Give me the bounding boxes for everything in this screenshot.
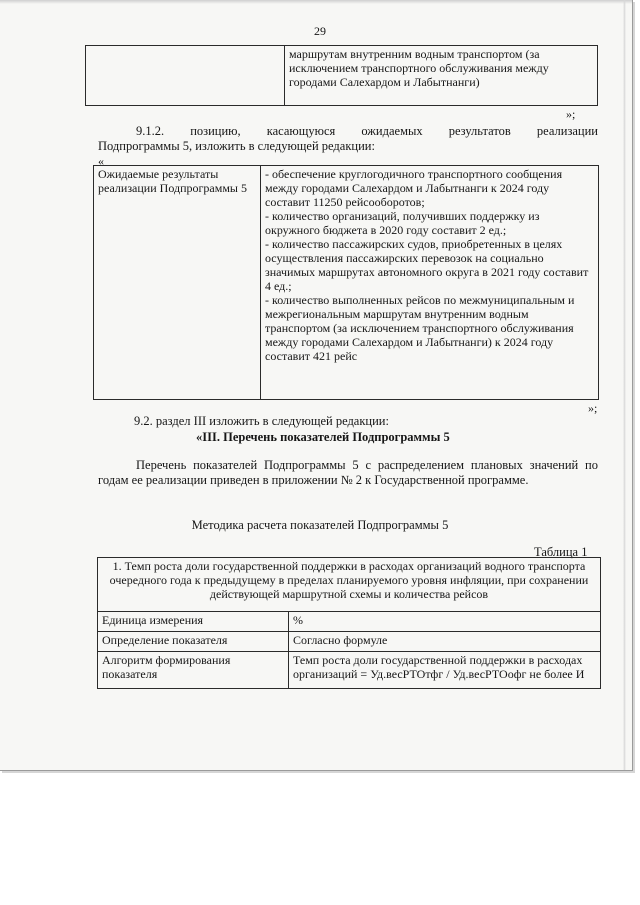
table-row [98, 652, 601, 689]
paragraph-912-line1: 9.1.2. позицию, касающуюся ожидаемых результатов реализации [136, 124, 598, 138]
row-label: Определение показателя [98, 631, 289, 651]
paragraph-92: 9.2. раздел III изложить в следующей редакции: [134, 414, 389, 428]
indicator-header: 1. Темп роста доли государственной поддержки в расходах организаций водного транспорта очередного года к предыдущему в пределах планируемого уровня инфляции, при сохранении действующей маршрутной схемы и количества рейсов [98, 558, 601, 612]
opening-quote: « [98, 154, 104, 168]
expected-results-table [93, 165, 599, 400]
row-value: % [289, 611, 601, 631]
row-value: Темп роста доли государственной поддержки в расходах организаций = Уд.весРТОтфг / Уд.весРТОофг не более И [289, 652, 601, 689]
expected-results-label: Ожидаемые результаты реализации Подпрограммы 5 [94, 166, 261, 400]
closing-mark: »; [588, 401, 598, 415]
row-label: Единица измерения [98, 611, 289, 631]
paragraph-indicator-list: Перечень показателей Подпрограммы 5 с распределением плановых значений по годам ее реализации приведен в приложении № 2 к Государственной программе. [98, 458, 598, 487]
row-value: Согласно формуле [289, 631, 601, 651]
row-label: Алгоритм формирования показателя [98, 652, 289, 689]
page-number: 29 [314, 24, 326, 38]
indicator-table [97, 557, 601, 689]
table-cell-route-text: маршрутам внутренним водным транспортом (за исключением транспортного обслуживания между городами Салехардом и Лабытнанги) [285, 46, 598, 106]
table-continuation [85, 45, 598, 106]
methodology-title: Методика расчета показателей Подпрограммы 5 [191, 518, 449, 532]
result-item: - обеспечение круглогодичного транспортного сообщения между городами Салехардом и Лабытнанги к 2024 году составит 11250 рейсооборотов; [265, 167, 563, 209]
table-row [98, 611, 601, 631]
table-cell-empty [86, 46, 285, 106]
result-item: - количество пассажирских судов, приобретенных в целях осуществления пассажирских перевозок на социально значимых маршрутах автономного округа в 2021 году составит 4 ед.; [265, 237, 589, 293]
expected-results-items [261, 166, 599, 400]
result-item: - количество выполненных рейсов по межмуниципальным и межрегиональным маршрутам внутренним водным транспортом (за исключением транспортного обслуживания между городами Салехардом и Лабытнанги) к 2024 году составит 421 рейс [265, 293, 575, 363]
table-label: Таблица 1 [534, 545, 588, 559]
paragraph-912-line2: Подпрограммы 5, изложить в следующей редакции: [98, 139, 375, 153]
section-heading: «III. Перечень показателей Подпрограммы 5 [196, 430, 450, 444]
table-row [98, 631, 601, 651]
closing-mark: »; [566, 107, 576, 121]
result-item: - количество организаций, получивших поддержку из окружного бюджета в 2020 году составит 2 ед.; [265, 209, 540, 237]
